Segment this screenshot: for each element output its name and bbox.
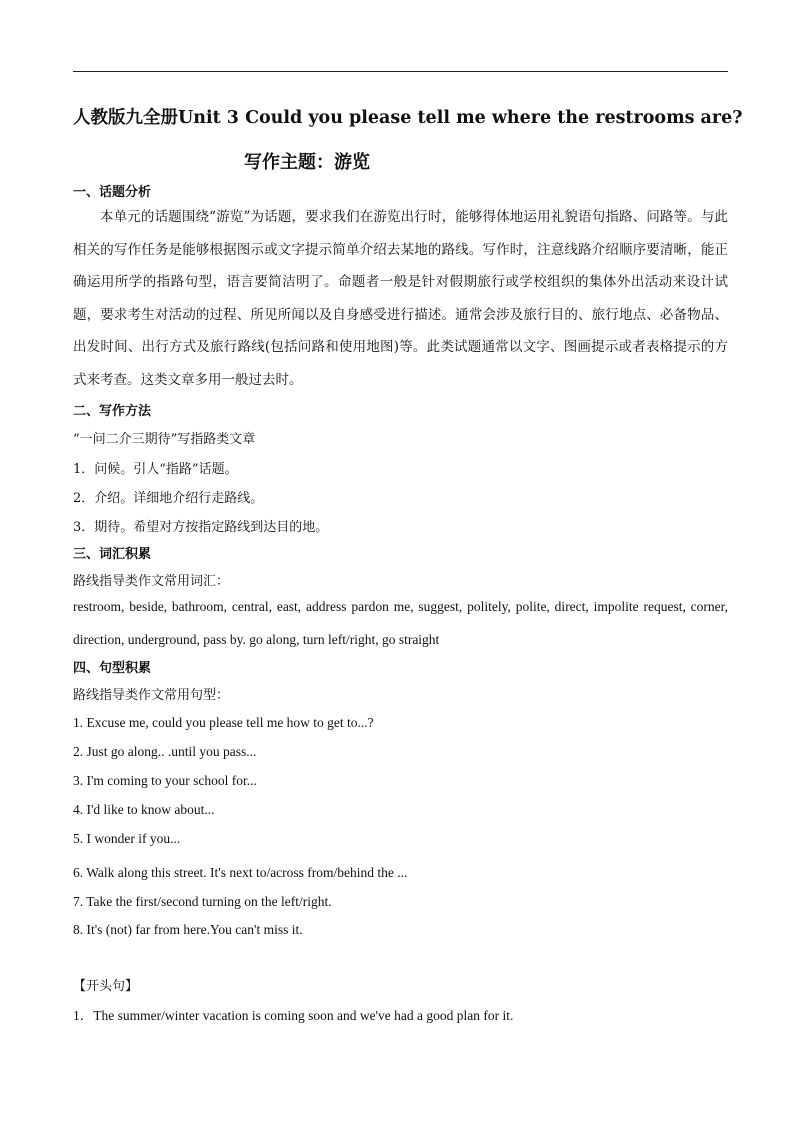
document-title: 人教版九全册Unit 3 Could you please tell me where the restrooms are?: [73, 108, 743, 128]
sentence-pattern-item: 7. Take the first/second turning on the left/right.: [73, 894, 332, 909]
section-heading-vocabulary: 三、词汇积累: [73, 547, 152, 562]
writing-method-item: 3．期待。希望对方按指定路线到达目的地。: [73, 520, 329, 535]
writing-method-item: 1．问候。引人“指路”话题。: [73, 462, 238, 477]
sentence-pattern-item: 4. I'd like to know about...: [73, 802, 215, 817]
writing-method-intro: “一问二介三期待”写指路类文章: [73, 432, 256, 447]
section-heading-topic-analysis: 一、话题分析: [73, 185, 152, 200]
vocabulary-intro: 路线指导类作文常用词汇：: [73, 574, 230, 589]
sentence-pattern-item: 2. Just go along.. .until you pass...: [73, 744, 257, 759]
sentence-patterns-intro: 路线指导类作文常用句型：: [73, 688, 230, 703]
writing-method-item: 2．介绍。详细地介绍行走路线。: [73, 491, 264, 506]
sentence-pattern-item: 6. Walk along this street. It's next to/across from/behind the ...: [73, 865, 408, 880]
document-subtitle: 写作主题：游览: [244, 152, 370, 173]
sentence-pattern-item: 3. I'm coming to your school for...: [73, 773, 257, 788]
topic-analysis-paragraph: 本单元的话题围绕“游览”为话题，要求我们在游览出行时，能够得体地运用礼貌语句指路、问路等。与此相关的写作任务是能够根据图示或文字提示简单介绍去某地的路线。写作时，注意线路介绍顺序要清晰，能正确运用所学的指路句型，语言要简洁明了。命题者一般是针对假期旅行或学校组织的集体外出活动来设计试题，要求考生对活动的过程、所见所闻以及自身感受进行描述。通常会涉及旅行目的、旅行地点、必备物品、出发时间、出行方式及旅行路线(包括问路和使用地图)等。此类试题通常以文字、图画提示或者表格提示的方式来考查。这类文章多用一般过去时。: [73, 209, 728, 388]
section-heading-writing-method: 二、写作方法: [73, 404, 152, 419]
sentence-pattern-item: 1. Excuse me, could you please tell me how to get to...?: [73, 715, 374, 730]
opening-sentences-label: 【开头句】: [73, 979, 139, 994]
opening-sentence-item: 1．The summer/winter vacation is coming soon and we've had a good plan for it.: [73, 1008, 514, 1023]
sentence-pattern-item: 8. It's (not) far from here.You can't miss it.: [73, 922, 303, 937]
header-rule: [73, 71, 728, 72]
vocabulary-list: restroom, beside, bathroom, central, east, address pardon me, suggest, politely, polite, direct, impolite request, corner, direction, underground, pass by. go along, turn left/right, go straight: [73, 599, 728, 647]
section-heading-sentence-patterns: 四、句型积累: [73, 661, 152, 676]
sentence-pattern-item: 5. I wonder if you...: [73, 831, 181, 846]
